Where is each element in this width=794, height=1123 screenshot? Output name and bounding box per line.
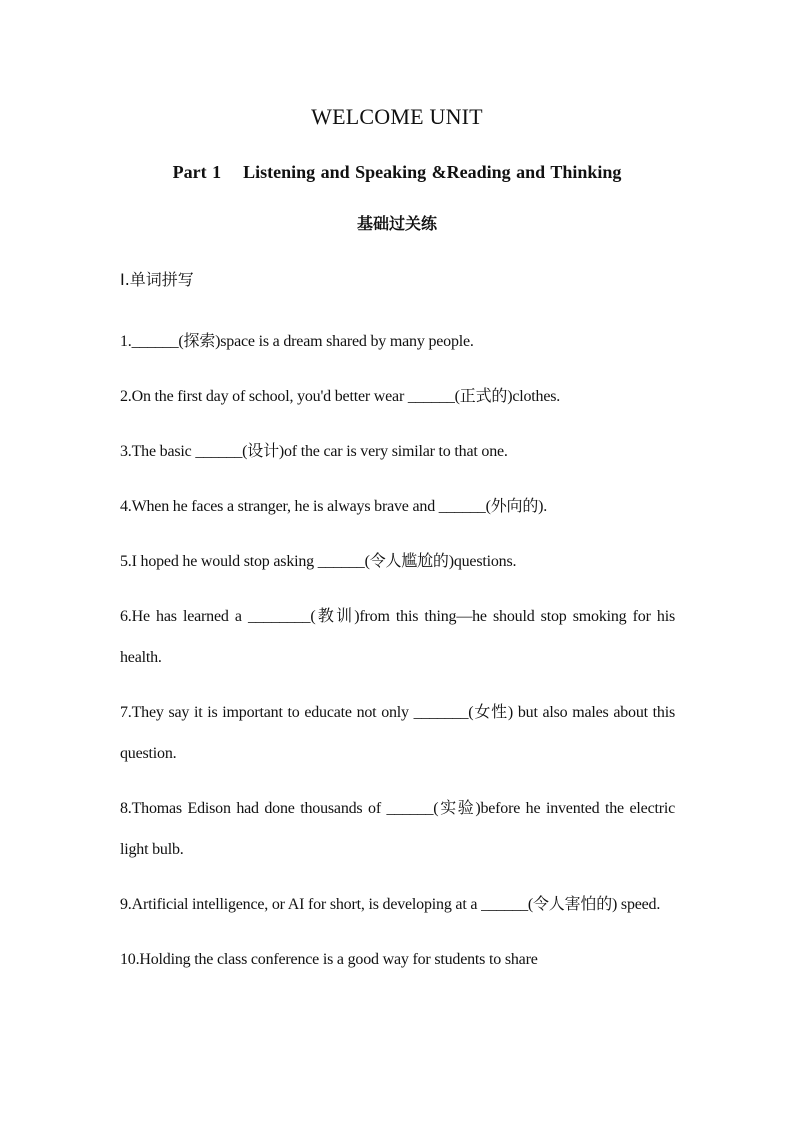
part-label: Ⅰ.单词拼写 (120, 270, 194, 289)
question-item-10: 10.Holding the class conference is a good way for students to share (120, 951, 538, 968)
question-item-3: 3.The basic ______(设计)of the car is very similar to that one. (120, 443, 508, 460)
question-item-8: 8.Thomas Edison had done thousands of ______(实验)before he invented the electric light bulb. (120, 800, 675, 858)
document-subtitle (0, 157, 794, 187)
question-item-6: 6.He has learned a ________(教训)from this thing—he should stop smoking for his health. (120, 608, 675, 666)
subtitle-text: Listening and Speaking &Reading and Thinking (243, 162, 622, 182)
section-title: 基础过关练 (356, 214, 437, 233)
question-item-2: 2.On the first day of school, you'd better wear ______(正式的)clothes. (120, 388, 561, 405)
question-item-5: 5.I hoped he would stop asking ______(令人尴尬的)questions. (120, 553, 517, 570)
question-item-7: 7.They say it is important to educate not only _______(女性) but also males about this question. (120, 704, 675, 762)
question-item-1: 1.______(探索)space is a dream shared by many people. (120, 333, 474, 350)
subtitle-part: Part 1 (172, 162, 222, 182)
question-item-4: 4.When he faces a stranger, he is always brave and ______(外向的). (120, 498, 548, 515)
document-title: WELCOME UNIT (311, 104, 483, 129)
question-item-9: 9.Artificial intelligence, or AI for short, is developing at a ______(令人害怕的) speed. (120, 896, 661, 913)
question-list (120, 321, 675, 980)
